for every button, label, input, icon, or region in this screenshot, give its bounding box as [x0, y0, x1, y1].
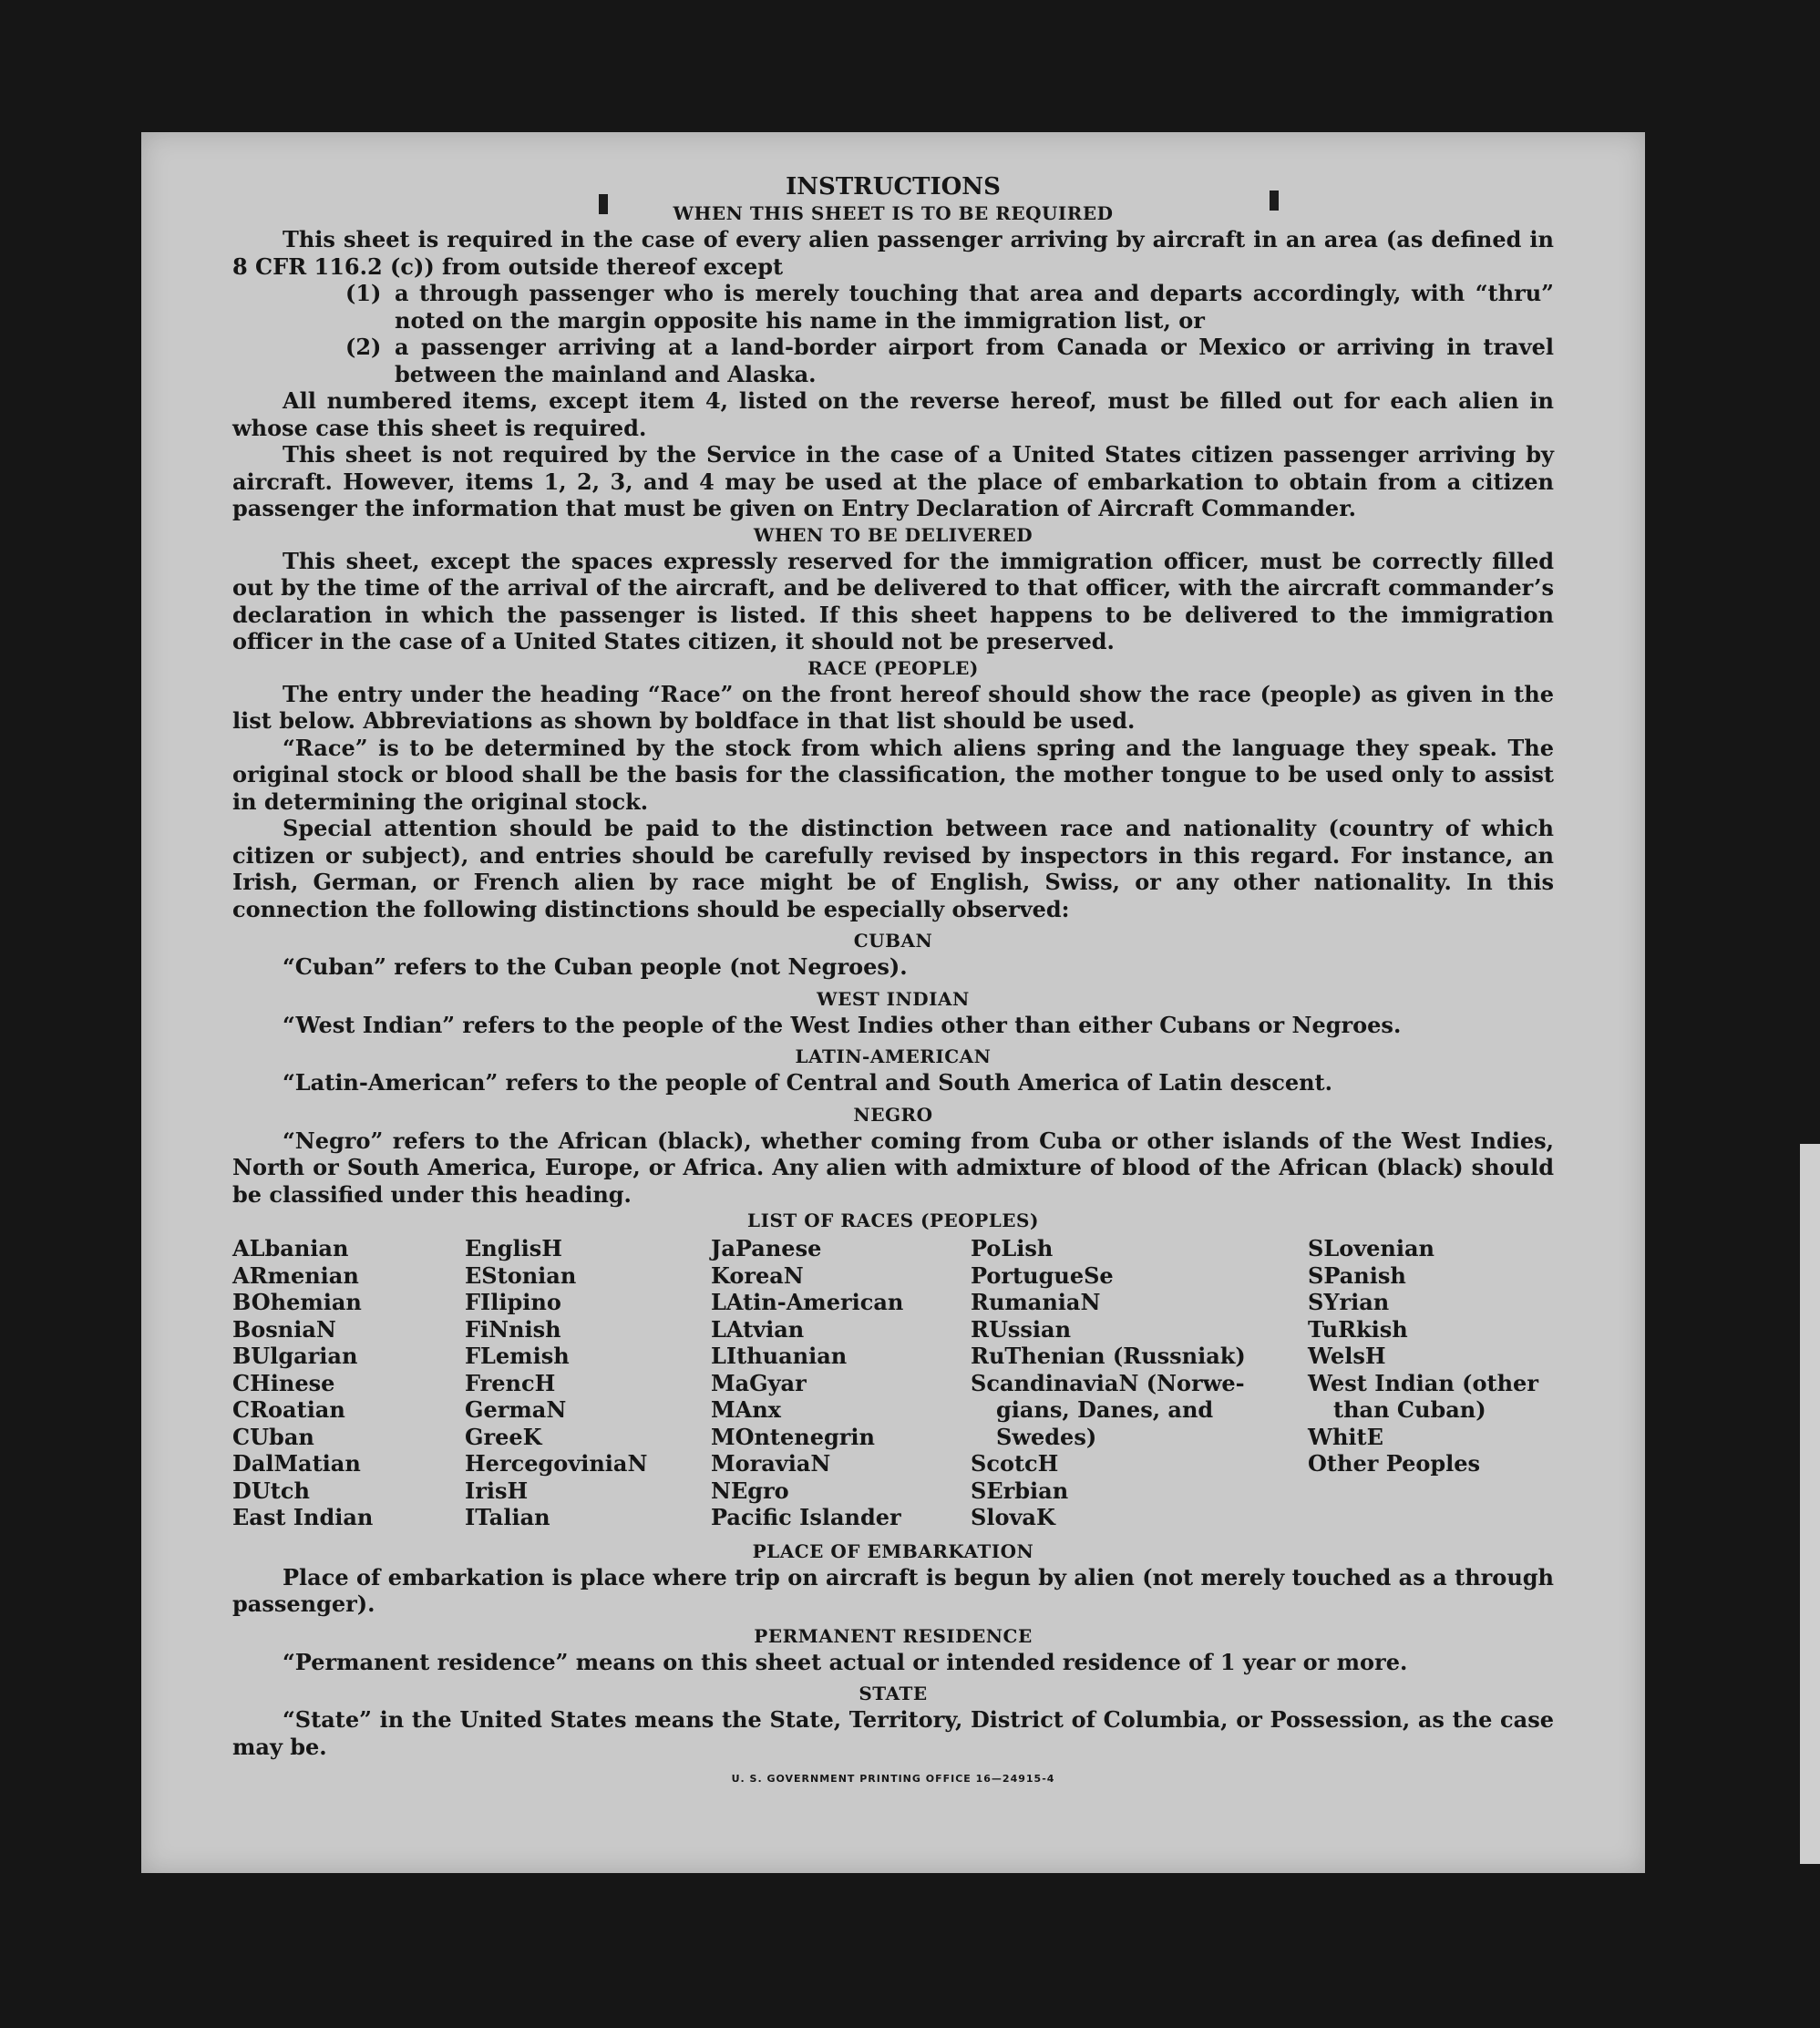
race-item: ARmenian — [232, 1261, 359, 1289]
race-item: WhitE — [1308, 1423, 1383, 1450]
races-column-2 — [465, 1235, 711, 1531]
paragraph-delivered: This sheet, except the spaces expressly reserved for the immigration officer, must be correctly filled out by the time of the arrival of the aircraft, and be delivered to that officer, with the aircraft commander’s declaration in which the passenger is listed. If this sheet happens to be delivered to the immigration officer in the case of a United States citizen, it should not be preserved. — [232, 547, 1554, 654]
race-item: ScotcH — [971, 1450, 1059, 1477]
race-item: FrencH — [465, 1369, 556, 1396]
race-item: LAtin-American — [711, 1289, 904, 1315]
instructions-content — [232, 173, 1554, 1793]
paragraph-cuban: “Cuban” refers to the Cuban people (not Negroes). — [283, 953, 908, 980]
paragraph-negro: “Negro” refers to the African (black), whether coming from Cuba or other islands of the West Indies, North or South America, Europe, or Africa. Any alien with admixture of blood of the African (black) should be classified under this heading. — [232, 1127, 1554, 1208]
paragraph-required: This sheet is required in the case of every alien passenger arriving by aircraft in an area (as defined in 8 CFR 116.2 (c)) from outside thereof except — [232, 226, 1554, 280]
item-text: a through passenger who is merely touching that area and departs accordingly, with “thru” noted on the margin opposite his name in the immigration list, or — [395, 280, 1554, 334]
race-item: MoraviaN — [711, 1450, 831, 1477]
race-item: EnglisH — [465, 1235, 562, 1261]
race-item: Pacific Islander — [711, 1504, 901, 1530]
race-item: NEgro — [711, 1477, 789, 1504]
race-item: SYrian — [1308, 1289, 1390, 1315]
races-column-1 — [232, 1235, 465, 1531]
races-column-4 — [971, 1235, 1308, 1531]
race-item: FiNnish — [465, 1315, 561, 1343]
race-item: BOhemian — [232, 1289, 362, 1315]
paragraph-west-indian: “West Indian” refers to the people of the West Indies other than either Cubans or Negroes. — [283, 1011, 1402, 1038]
heading-state: STATE — [859, 1683, 928, 1704]
heading-when-delivered: WHEN TO BE DELIVERED — [753, 523, 1033, 546]
paragraph-embarkation: Place of embarkation is place where trip on aircraft is begun by alien (not merely touched as a through passenger). — [232, 1563, 1554, 1617]
race-item: LAtvian — [711, 1315, 805, 1343]
race-item: WelsH — [1308, 1343, 1386, 1369]
heading-when-required: WHEN THIS SHEET IS TO BE REQUIRED — [673, 202, 1114, 224]
race-item: HercegoviniaN — [465, 1450, 648, 1477]
race-item: RumaniaN — [971, 1289, 1101, 1315]
race-item: Swedes) — [996, 1423, 1097, 1450]
race-item: FIlipino — [465, 1289, 561, 1315]
race-item: JaPanese — [711, 1235, 822, 1261]
race-item: East Indian — [232, 1504, 374, 1530]
races-column-5 — [1308, 1235, 1554, 1531]
race-item: RUssian — [971, 1315, 1072, 1343]
paragraph-residence: “Permanent residence” means on this sheet actual or intended residence of 1 year or more. — [283, 1648, 1408, 1675]
race-item: IrisH — [465, 1477, 529, 1504]
heading-cuban: CUBAN — [853, 930, 933, 952]
race-item: KoreaN — [711, 1261, 804, 1289]
race-item: ScandinaviaN (Norwe- — [971, 1369, 1245, 1396]
race-item: LIthuanian — [711, 1343, 848, 1369]
page-title: INSTRUCTIONS — [786, 173, 1001, 201]
item-number: (2) — [345, 334, 382, 360]
heading-permanent-residence: PERMANENT RESIDENCE — [754, 1624, 1033, 1647]
printer-imprint: U. S. GOVERNMENT PRINTING OFFICE 16—24915-4 — [731, 1773, 1055, 1785]
exception-item-2 — [232, 334, 1554, 387]
races-column-3 — [711, 1235, 971, 1531]
heading-place-of-embarkation: PLACE OF EMBARKATION — [752, 1539, 1034, 1562]
race-item: SPanish — [1308, 1261, 1406, 1289]
race-item: DalMatian — [232, 1450, 361, 1477]
race-item: DUtch — [232, 1477, 310, 1504]
race-item: CUban — [232, 1423, 314, 1450]
race-item: CHinese — [232, 1369, 335, 1396]
item-number: (1) — [345, 280, 382, 306]
race-item: PoLish — [971, 1235, 1054, 1261]
race-item: BosniaN — [232, 1315, 336, 1343]
heading-negro: NEGRO — [853, 1103, 933, 1126]
race-item: GreeK — [465, 1423, 542, 1450]
race-item: BUlgarian — [232, 1343, 358, 1369]
race-item: CRoatian — [232, 1396, 345, 1423]
race-item: gians, Danes, and — [996, 1396, 1214, 1423]
race-item: MaGyar — [711, 1369, 807, 1396]
race-item: ALbanian — [232, 1235, 349, 1261]
heading-west-indian: WEST INDIAN — [817, 987, 970, 1010]
exception-item-1 — [232, 280, 1554, 334]
race-item: GermaN — [465, 1396, 567, 1423]
heading-list-of-races: LIST OF RACES (PEOPLES) — [747, 1210, 1039, 1231]
paragraph-citizen: This sheet is not required by the Service in the case of a United States citizen passenger arriving by aircraft. However, items 1, 2, 3, and 4 may be used at the place of embarkation to obtain from a citizen passenger the information that must be given on Entry Declaration of Aircraft Commander. — [232, 441, 1554, 521]
heading-race: RACE (PEOPLE) — [807, 656, 979, 679]
races-list — [232, 1235, 1554, 1531]
paragraph-race-nationality: Special attention should be paid to the distinction between race and nationality (country of which citizen or subject), and entries should be carefully revised by inspectors in this regard. For instance, an Irish, German, or French alien by race might be of English, Swiss, or any other nationality. In this connection the following distinctions should be especially observed: — [232, 815, 1554, 922]
race-item: MOntenegrin — [711, 1423, 875, 1450]
race-item: RuThenian (Russniak) — [971, 1343, 1246, 1369]
race-item: TuRkish — [1308, 1315, 1408, 1343]
paragraph-race-stock: “Race” is to be determined by the stock from which aliens spring and the language they speak. The original stock or blood shall be the basis for the classification, the mother tongue to be used only to assist in determining the original stock. — [232, 734, 1554, 815]
race-item: EStonian — [465, 1261, 577, 1289]
race-item: Other Peoples — [1308, 1450, 1481, 1477]
paragraph-race-entry: The entry under the heading “Race” on the front hereof should show the race (people) as given in the list below. Abbreviations as shown by boldface in that list should be used. — [232, 680, 1554, 734]
paragraph-latin-american: “Latin-American” refers to the people of Central and South America of Latin descent. — [283, 1069, 1332, 1096]
race-item: MAnx — [711, 1396, 781, 1423]
heading-latin-american: LATIN-AMERICAN — [795, 1045, 992, 1067]
race-item: ITalian — [465, 1504, 550, 1530]
race-item: SLovenian — [1308, 1235, 1434, 1261]
paragraph-numbered-items: All numbered items, except item 4, listed on the reverse hereof, must be filled out for each alien in whose case this sheet is required. — [232, 387, 1554, 441]
document-sheet — [141, 132, 1645, 1873]
race-item: than Cuban) — [1333, 1396, 1486, 1423]
item-text: a passenger arriving at a land-border airport from Canada or Mexico or arriving in travel between the mainland and Alaska. — [395, 334, 1554, 387]
race-item: PortugueSe — [971, 1261, 1114, 1289]
race-item: FLemish — [465, 1343, 570, 1369]
paragraph-state: “State” in the United States means the State, Territory, District of Columbia, or Possession, as the case may be. — [232, 1706, 1554, 1760]
race-item: West Indian (other — [1308, 1369, 1538, 1396]
adjacent-sheet-edge — [1800, 1144, 1820, 1864]
race-item: SErbian — [971, 1477, 1069, 1504]
race-item: SlovaK — [971, 1504, 1055, 1530]
